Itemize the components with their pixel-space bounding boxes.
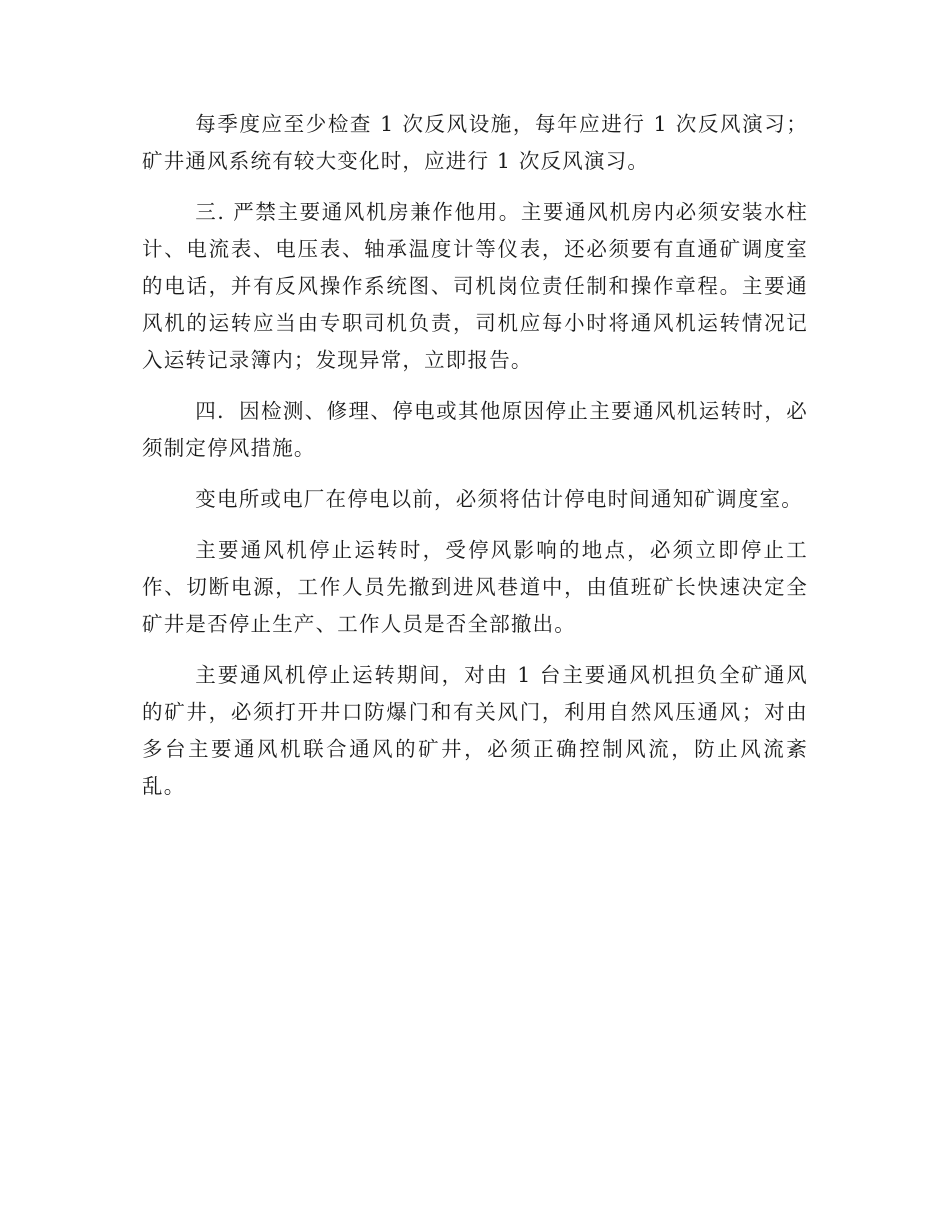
paragraph-power-outage-notice: 变电所或电厂在停电以前，必须将估计停电时间通知矿调度室。: [195, 487, 803, 511]
paragraph-natural-ventilation: 主要通风机停止运转期间，对由 1 台主要通风机担负全矿通风的矿井，必须打开井口防爆门和有关风门，利用自然风压通风；对由多台主要通风机联合通风的矿井，必须正确控制风流，防止风流紊乱。: [142, 663, 808, 798]
paragraph-stop-work-evacuate: 主要通风机停止运转时，受停风影响的地点，必须立即停止工作、切断电源，工作人员先撤到进风巷道中，由值班矿长快速决定全矿井是否停止生产、工作人员是否全部撤出。: [142, 538, 808, 636]
paragraph-reverse-ventilation-drill: 每季度应至少检查 1 次反风设施，每年应进行 1 次反风演习；矿井通风系统有较大变化时，应进行 1 次反风演习。: [142, 112, 808, 173]
document-body: [142, 106, 808, 819]
paragraph-fan-stop-measures: 四．因检测、修理、停电或其他原因停止主要通风机运转时，必须制定停风措施。: [142, 399, 808, 460]
paragraph-fan-room-rules: 三. 严禁主要通风机房兼作他用。主要通风机房内必须安装水柱计、电流表、电压表、轴承温度计等仪表，还必须要有直通矿调度室的电话，并有反风操作系统图、司机岗位责任制和操作章程。主要通风机的运转应当由专职司机负责，司机应每小时将通风机运转情况记入运转记录簿内；发现异常，立即报告。: [142, 200, 808, 372]
